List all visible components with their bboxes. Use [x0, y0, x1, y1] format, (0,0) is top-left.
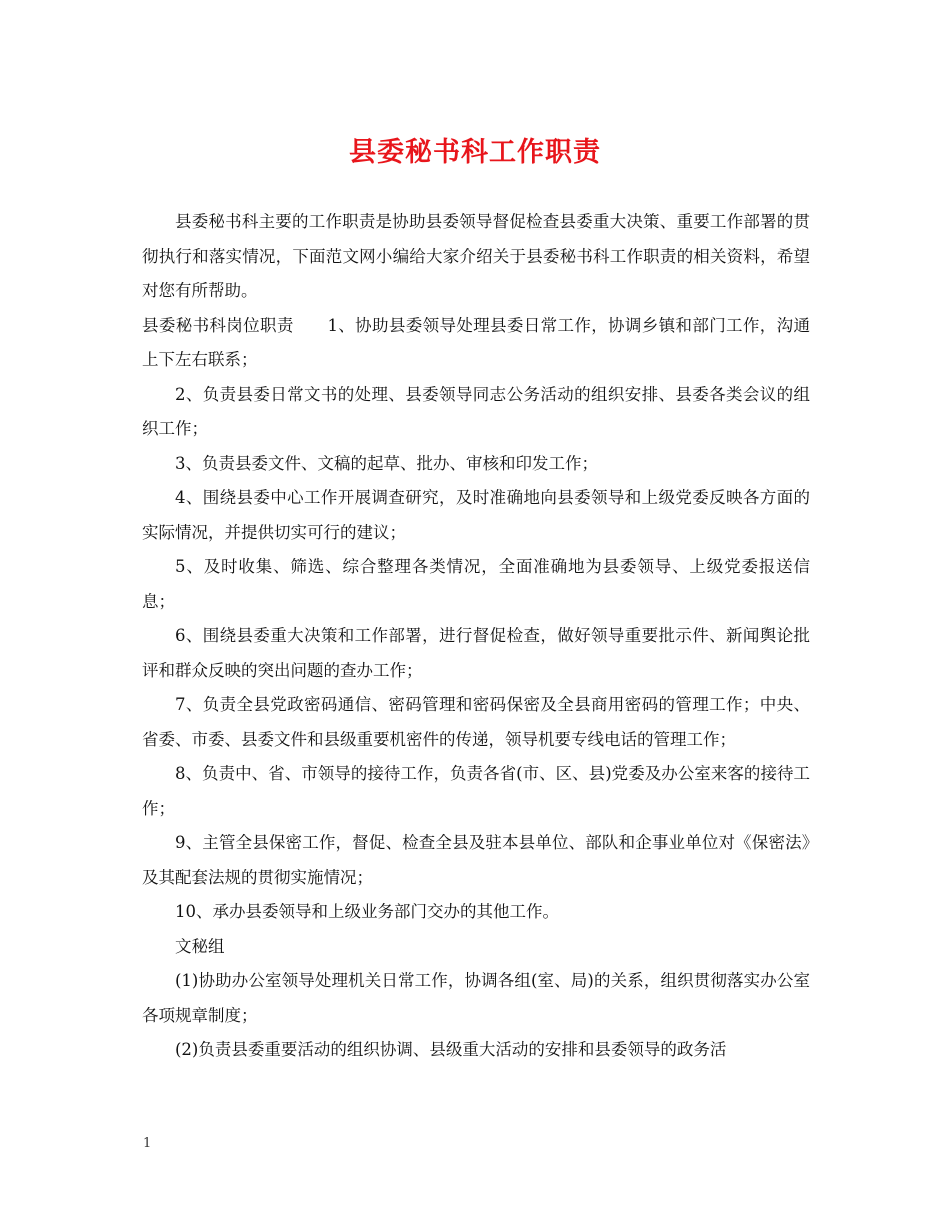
duty-paragraph-9: 9、主管全县保密工作，督促、检查全县及驻本县单位、部队和企事业单位对《保密法》及其配套法规的贯彻实施情况；: [142, 833, 810, 887]
duty-paragraph-7: 7、负责全县党政密码通信、密码管理和密码保密及全县商用密码的管理工作；中央、省委、市委、县委文件和县级重要机密件的传递，领导机要专线电话的管理工作；: [142, 695, 810, 749]
page-number: 1: [143, 1136, 152, 1151]
section-heading-secretariat: 文秘组: [175, 936, 225, 956]
secretariat-item-1: (1)协助办公室领导处理机关日常工作，协调各组(室、局)的关系，组织贯彻落实办公室各项规章制度；: [142, 971, 810, 1025]
duty-paragraph-8: 8、负责中、省、市领导的接待工作，负责各省(市、区、县)党委及办公室来客的接待工作；: [142, 764, 810, 818]
duty-paragraph-6: 6、围绕县委重大决策和工作部署，进行督促检查，做好领导重要批示件、新闻舆论批评和群众反映的突出问题的查办工作；: [142, 626, 810, 680]
duty-paragraph-10: 10、承办县委领导和上级业务部门交办的其他工作。: [175, 902, 559, 921]
intro-paragraph: 县委秘书科主要的工作职责是协助县委领导督促检查县委重大决策、重要工作部署的贯彻执行和落实情况，下面范文网小编给大家介绍关于县委秘书科工作职责的相关资料，希望对您有所帮助。: [142, 212, 810, 300]
duty-paragraph-3: 3、负责县委文件、文稿的起草、批办、审核和印发工作；: [175, 453, 598, 473]
duty-paragraph-2: 2、负责县委日常文书的处理、县委领导同志公务活动的组织安排、县委各类会议的组织工作；: [142, 384, 810, 438]
secretariat-item-2: (2)负责县委重要活动的组织协调、县级重大活动的安排和县委领导的政务活: [175, 1040, 727, 1059]
duty-paragraph-4: 4、围绕县委中心工作开展调查研究，及时准确地向县委领导和上级党委反映各方面的实际情况，并提供切实可行的建议；: [142, 488, 810, 542]
duty-paragraph-1: 县委秘书科岗位职责 1、协助县委领导处理县委日常工作，协调乡镇和部门工作，沟通上下左右联系；: [142, 315, 810, 369]
page-title: 县委秘书科工作职责: [349, 137, 601, 168]
duty-paragraph-5: 5、及时收集、筛选、综合整理各类情况，全面准确地为县委领导、上级党委报送信息；: [142, 557, 810, 611]
document-body: [142, 205, 810, 1068]
